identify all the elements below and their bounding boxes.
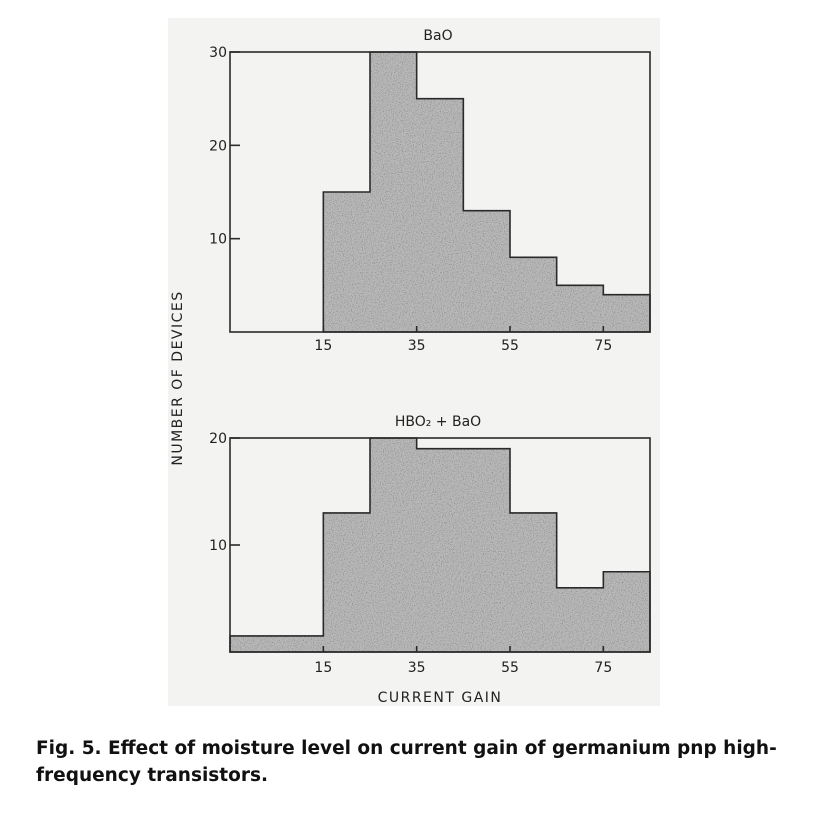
- x-tick-label: 35: [407, 338, 426, 354]
- histogram-1: [209, 28, 650, 354]
- x-tick-label: 55: [501, 338, 519, 354]
- chart-title: HBO₂ + BaO: [394, 414, 482, 430]
- y-axis-label: NUMBER OF DEVICES: [170, 290, 186, 466]
- x-tick-label: 15: [314, 660, 333, 676]
- histogram-2: [209, 414, 650, 676]
- x-axis-label: CURRENT GAIN: [377, 690, 503, 706]
- x-tick-label: 15: [314, 338, 333, 354]
- histogram-area: [323, 52, 650, 332]
- histogram-figure: [168, 18, 660, 706]
- x-tick-label: 55: [501, 660, 519, 676]
- y-tick-label: 10: [209, 231, 227, 248]
- figure-panel: [168, 18, 660, 706]
- x-tick-label: 75: [594, 660, 613, 676]
- y-tick-label: 20: [209, 138, 227, 155]
- y-tick-label: 10: [209, 538, 227, 554]
- histogram-area: [230, 438, 650, 652]
- x-tick-label: 75: [594, 338, 613, 354]
- y-tick-label: 30: [209, 45, 227, 61]
- chart-title: BaO: [423, 28, 453, 44]
- figure-caption: Fig. 5. Effect of moisture level on current gain of germanium pnp high-frequency transistors.: [36, 738, 777, 786]
- y-tick-label: 20: [209, 431, 227, 447]
- x-tick-label: 35: [407, 660, 426, 676]
